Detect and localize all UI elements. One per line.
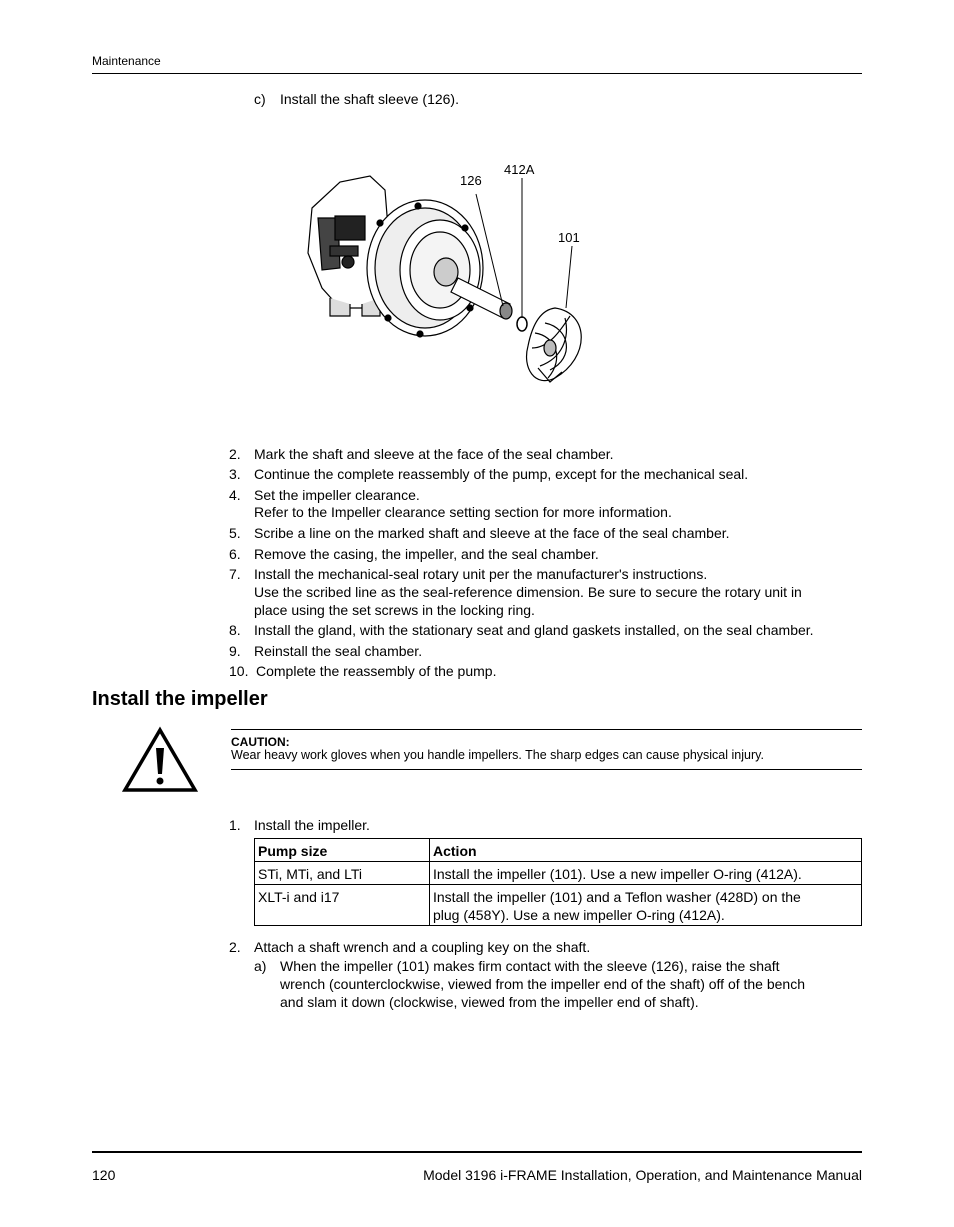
substep-label: a) [254,958,267,974]
step-text: Scribe a line on the marked shaft and sleeve at the face of the seal chamber. [254,525,730,541]
step-number: 8. [229,622,241,638]
footer-rule [92,1151,862,1153]
table-cell-action: Install the impeller (101). Use a new impeller O-ring (412A). [430,862,862,885]
substep-text: wrench (counterclockwise, viewed from the impeller end of the shaft) off of the bench [280,976,806,992]
caution-top-rule [231,729,862,730]
step-number: 7. [229,566,241,582]
step-number: 10. [229,663,249,679]
callout-412a: 412A [504,162,535,177]
table-cell-line: plug (458Y). Use a new impeller O-ring (412A). [433,907,725,923]
impeller-table [254,838,862,926]
step-text: Mark the shaft and sleeve at the face of the seal chamber. [254,446,614,462]
step-text: Refer to the Impeller clearance setting section for more information. [254,504,672,520]
callout-126: 126 [460,173,482,188]
step-text: Set the impeller clearance. [254,487,420,503]
caution-bottom-rule [231,769,862,770]
step-text: Continue the complete reassembly of the pump, except for the mechanical seal. [254,466,749,482]
step-text: Install the gland, with the stationary seat and gland gaskets installed, on the seal chamber. [254,622,814,638]
step-text: Use the scribed line as the seal-reference dimension. Be sure to secure the rotary unit in [254,584,802,600]
step-number: 6. [229,546,241,562]
table-cell-size: XLT-i and i17 [255,885,430,926]
table-header-row [255,839,862,862]
o-ring [517,317,527,331]
step-text: Complete the reassembly of the pump. [256,663,497,679]
page-number: 120 [92,1167,116,1183]
caution-label: CAUTION: [231,735,290,749]
section-title: Install the impeller [92,688,268,710]
warning-triangle-icon [122,726,198,794]
callout-101: 101 [558,230,580,245]
running-header: Maintenance [92,54,161,68]
table-header-cell: Action [430,839,862,862]
impeller [527,308,582,382]
step-c-label: c) [254,91,266,107]
substep-text: and slam it down (clockwise, viewed from the impeller end of shaft). [280,994,699,1010]
step-text: place using the set screws in the locking ring. [254,602,535,618]
manual-title: Model 3196 i-FRAME Installation, Operation, and Maintenance Manual [423,1167,862,1183]
table-row [255,862,862,885]
table-cell-line: Install the impeller (101) and a Teflon washer (428D) on the [433,889,801,905]
step-number: 2. [229,446,241,462]
caution-text: Wear heavy work gloves when you handle impellers. The sharp edges can cause physical injury. [231,748,764,762]
table-cell-action [430,885,862,926]
step-number: 1. [229,817,241,833]
step-text: Remove the casing, the impeller, and the seal chamber. [254,546,599,562]
table-row [255,885,862,926]
step-text: Install the mechanical-seal rotary unit per the manufacturer's instructions. [254,566,708,582]
step-number: 4. [229,487,241,503]
step-number: 9. [229,643,241,659]
substep-text: When the impeller (101) makes firm contact with the sleeve (126), raise the shaft [280,958,780,974]
adapter-flange [367,200,483,337]
step-text: Reinstall the seal chamber. [254,643,423,659]
step-number: 5. [229,525,241,541]
step-text: Attach a shaft wrench and a coupling key on the shaft. [254,939,591,955]
step-text: Install the impeller. [254,817,370,833]
pump-exploded-figure [300,158,600,390]
table-cell-size: STi, MTi, and LTi [255,862,430,885]
step-number: 3. [229,466,241,482]
table-header-cell: Pump size [255,839,430,862]
header-rule [92,73,862,74]
step-number: 2. [229,939,241,955]
leader-101 [566,246,572,308]
step-c-text: Install the shaft sleeve (126). [280,91,459,107]
